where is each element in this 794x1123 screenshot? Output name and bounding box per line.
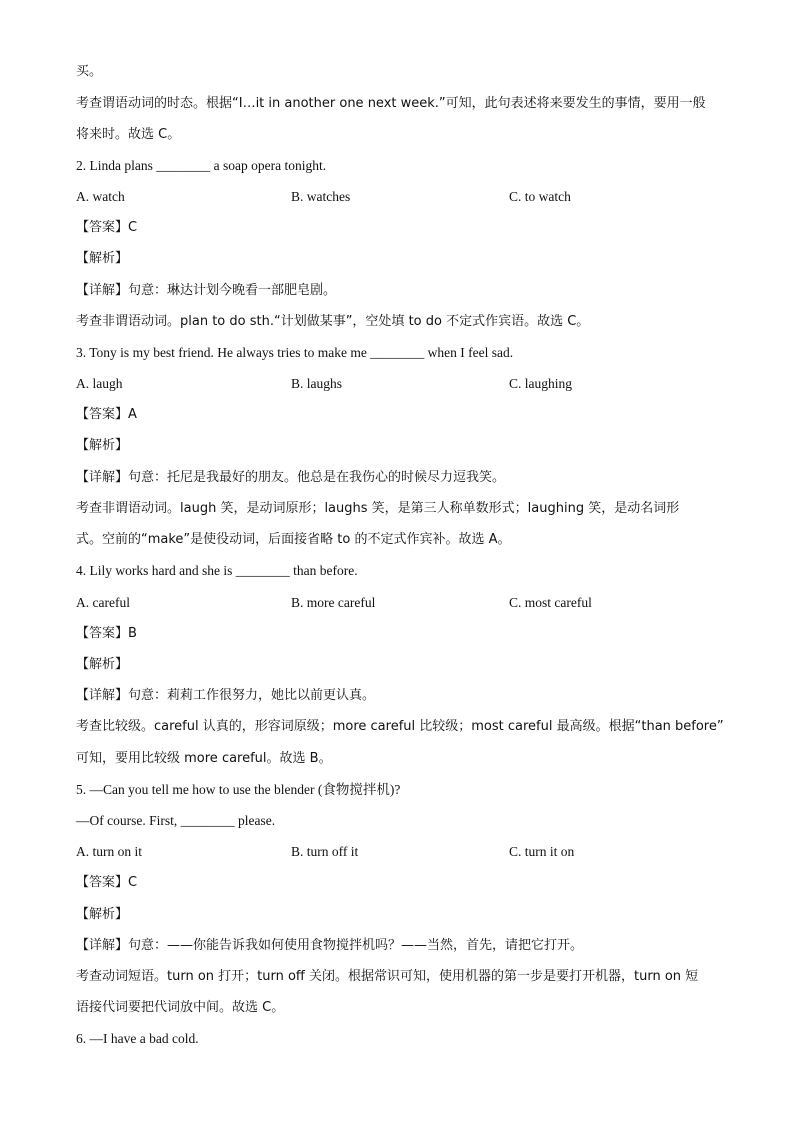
question-3: 3. Tony is my best friend. He always tries to make me ________ when I feel sad. — [76, 345, 514, 360]
answer-label: 【答案】A — [76, 407, 137, 422]
answer-label: 【答案】B — [76, 626, 137, 641]
text-line: 买。 — [76, 64, 103, 79]
text-line: 考查谓语动词的时态。根据“I…it in another one next week.”可知，此句表述将来要发生的事情，要用一般 — [76, 96, 706, 111]
option-a: A. turn on it — [76, 844, 142, 859]
question-5: 5. —Can you tell me how to use the blender (食物搅拌机)? — [76, 782, 401, 797]
option-b: B. laughs — [291, 376, 343, 391]
analysis-label: 【解析】 — [76, 251, 129, 266]
explanation-text: 考查非谓语动词。plan to do sth.“计划做某事”，空处填 to do 不定式作宾语。故选 C。 — [76, 314, 590, 329]
option-c: C. to watch — [509, 189, 571, 204]
explanation-text: 考查比较级。careful 认真的，形容词原级；more careful 比较级；most careful 最高级。根据“than before” — [76, 719, 724, 734]
question-4: 4. Lily works hard and she is ________ than before. — [76, 563, 358, 578]
analysis-label: 【解析】 — [76, 907, 129, 922]
answer-label: 【答案】C — [76, 220, 138, 235]
analysis-label: 【解析】 — [76, 657, 129, 672]
option-b: B. more careful — [291, 595, 376, 610]
text-line: 将来时。故选 C。 — [76, 127, 181, 142]
option-a: A. careful — [76, 595, 130, 610]
question-6: 6. —I have a bad cold. — [76, 1031, 199, 1046]
analysis-label: 【解析】 — [76, 438, 129, 453]
explanation-text: 式。空前的“make”是使役动词，后面接省略 to 的不定式作宾补。故选 A。 — [76, 532, 511, 547]
explanation-text: 考查动词短语。turn on 打开；turn off 关闭。根据常识可知，使用机器的第一步是要打开机器，turn on 短 — [76, 969, 699, 984]
detail-text: 【详解】句意：——你能告诉我如何使用食物搅拌机吗？——当然，首先，请把它打开。 — [76, 938, 584, 953]
explanation-text: 语接代词要把代词放中间。故选 C。 — [76, 1000, 285, 1015]
explanation-text: 可知，要用比较级 more careful。故选 B。 — [76, 751, 332, 766]
question-2: 2. Linda plans ________ a soap opera tonight. — [76, 158, 327, 173]
question-5-reply: —Of course. First, ________ please. — [76, 813, 276, 828]
detail-text: 【详解】句意：琳达计划今晚看一部肥皂剧。 — [76, 283, 337, 298]
detail-text: 【详解】句意：托尼是我最好的朋友。他总是在我伤心的时候尽力逗我笑。 — [76, 470, 506, 485]
option-b: B. turn off it — [291, 844, 359, 859]
option-c: C. laughing — [509, 376, 572, 391]
detail-text: 【详解】句意：莉莉工作很努力，她比以前更认真。 — [76, 688, 376, 703]
option-b: B. watches — [291, 189, 351, 204]
option-c: C. most careful — [509, 595, 592, 610]
option-c: C. turn it on — [509, 844, 575, 859]
option-a: A. laugh — [76, 376, 123, 391]
explanation-text: 考查非谓语动词。laugh 笑，是动词原形；laughs 笑，是第三人称单数形式；laughing 笑，是动名词形 — [76, 501, 680, 516]
answer-label: 【答案】C — [76, 875, 138, 890]
option-a: A. watch — [76, 189, 125, 204]
